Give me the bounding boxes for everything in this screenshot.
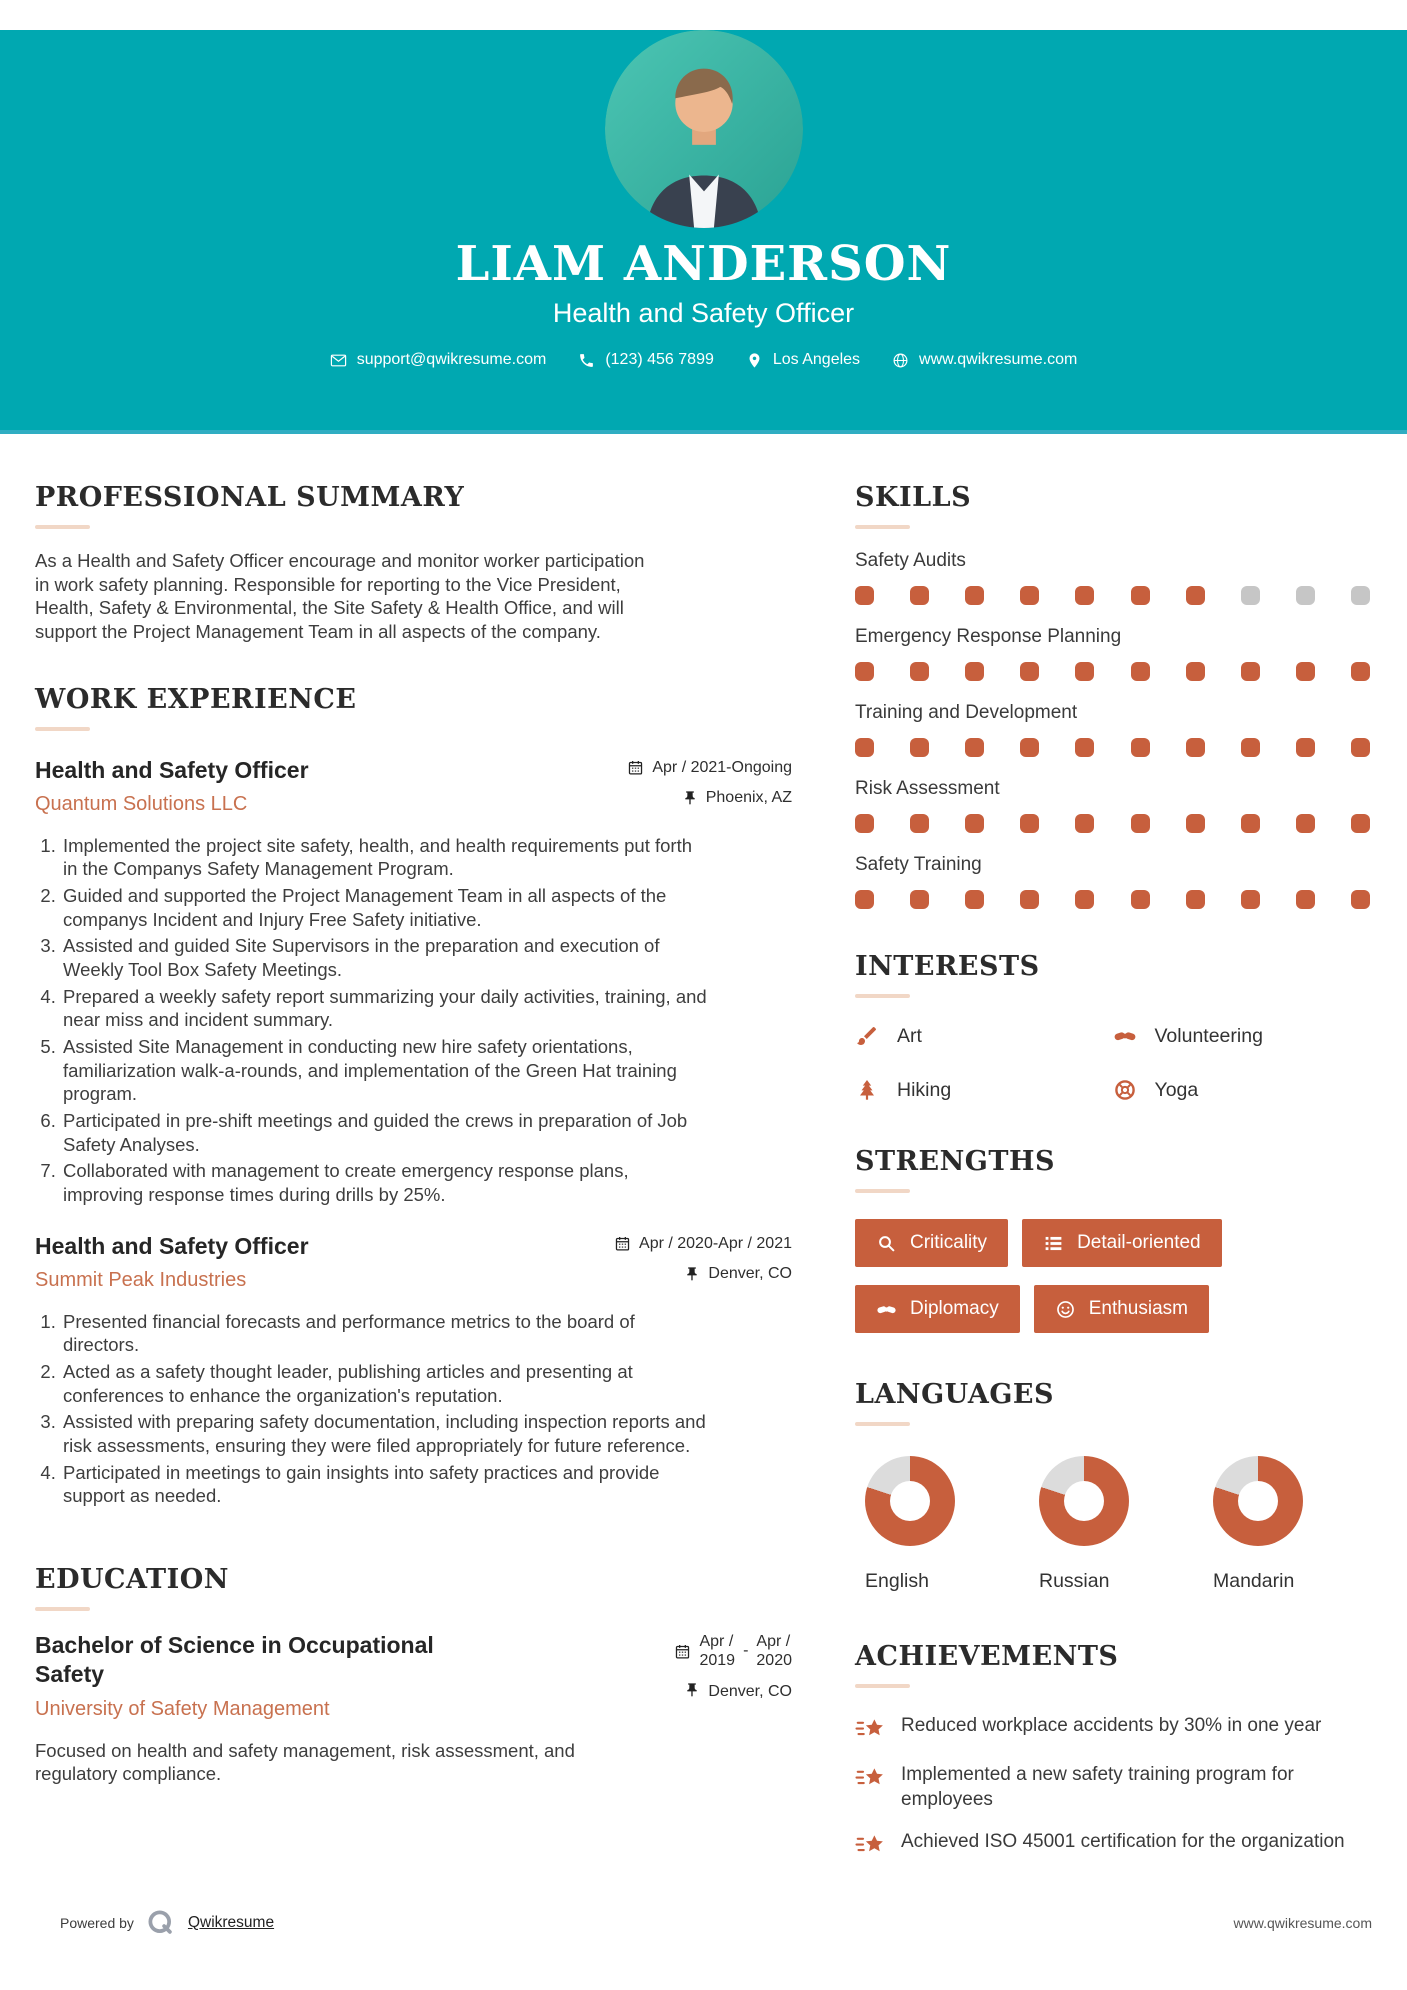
skill-dot xyxy=(1020,662,1039,681)
job-bullet: 2. Acted as a safety thought leader, publishing articles and presenting at conferences to enhance the organization's reputation. xyxy=(61,1360,709,1407)
skills-section xyxy=(855,482,1370,909)
language-donut-chart xyxy=(1213,1456,1303,1546)
skill-dot xyxy=(855,738,874,757)
language-item xyxy=(1039,1456,1129,1593)
language-label: Mandarin xyxy=(1213,1570,1295,1592)
company-name: Summit Peak Industries xyxy=(35,1268,247,1291)
skill-dot xyxy=(1241,662,1260,681)
skill-dot xyxy=(1020,814,1039,833)
envelope-icon xyxy=(330,352,347,369)
company-name: Quantum Solutions LLC xyxy=(35,792,248,815)
job-bullet: 6. Participated in pre-shift meetings and guided the crews in preparation of Job Safety Analyses. xyxy=(61,1109,709,1156)
education-end-date: Apr / 2020 xyxy=(756,1633,792,1669)
strengths-heading: STRENGTHS xyxy=(855,1146,1055,1177)
interests-grid xyxy=(855,1024,1370,1102)
skill-dot xyxy=(855,586,874,605)
contact-bar xyxy=(0,351,1407,369)
education-start-date: Apr / 2019 xyxy=(699,1633,736,1669)
contact-item-label: support@qwikresume.com xyxy=(356,351,547,368)
date-separator: - xyxy=(743,1642,749,1660)
list-icon xyxy=(1043,1233,1064,1254)
skill-dot xyxy=(1186,738,1205,757)
job-meta xyxy=(592,1233,792,1283)
profile-photo xyxy=(605,30,803,228)
strength-label: Diplomacy xyxy=(910,1298,999,1319)
shooting-star-icon xyxy=(855,1764,885,1794)
languages-heading: LANGUAGES xyxy=(855,1379,1054,1410)
location-pin-icon xyxy=(746,352,763,369)
magnifier-icon xyxy=(876,1233,897,1254)
powered-by-label: Powered by xyxy=(60,1915,134,1931)
strengths-buttons xyxy=(855,1219,1370,1333)
skill-dot xyxy=(1131,814,1150,833)
languages-section xyxy=(855,1379,1370,1593)
skill-dot xyxy=(1131,890,1150,909)
work-experience-section xyxy=(35,684,792,1508)
skill-dot xyxy=(1351,586,1370,605)
skill-dot xyxy=(1075,738,1094,757)
skill-dot xyxy=(1075,662,1094,681)
job-bullet: 4. Prepared a weekly safety report summarizing your daily activities, training, and near miss and incident summary. xyxy=(61,985,709,1032)
job-bullet: 7. Collaborated with management to create emergency response plans, improving response times during drills by 25%. xyxy=(61,1159,709,1206)
skill-rating xyxy=(855,586,1370,605)
profile-photo-illustration xyxy=(605,30,803,228)
education-entry xyxy=(35,1631,792,1721)
header-banner xyxy=(0,30,1407,434)
shooting-star-icon xyxy=(855,1831,885,1861)
job-header xyxy=(35,1233,792,1292)
strength-button[interactable] xyxy=(855,1219,1008,1267)
heading-underline xyxy=(855,994,910,998)
person-title: Health and Safety Officer xyxy=(552,298,855,328)
job-date: Apr / 2020-Apr / 2021 xyxy=(639,1234,792,1252)
skill-dot xyxy=(855,814,874,833)
skill-name: Emergency Response Planning xyxy=(855,626,1122,647)
right-column xyxy=(855,482,1370,1879)
skill-dot xyxy=(1351,890,1370,909)
skill-dot xyxy=(1186,890,1205,909)
job-location: Phoenix, AZ xyxy=(705,788,792,806)
contact-item[interactable] xyxy=(578,351,714,369)
smiley-icon xyxy=(1055,1299,1076,1320)
skill-rating xyxy=(855,662,1370,681)
skill-dot xyxy=(1131,586,1150,605)
skills-list xyxy=(855,550,1370,909)
skill-dot xyxy=(1186,586,1205,605)
language-label: English xyxy=(865,1570,929,1592)
job-titles xyxy=(35,1233,309,1292)
interest-label: Volunteering xyxy=(1154,1024,1263,1047)
skill-dot xyxy=(910,586,929,605)
contact-item-label: Los Angeles xyxy=(772,351,861,368)
skill-dot xyxy=(965,662,984,681)
skill-rating xyxy=(855,738,1370,757)
footer-branding xyxy=(60,1908,274,1938)
skill-dot xyxy=(1241,738,1260,757)
paintbrush-icon xyxy=(855,1024,879,1048)
achievements-list xyxy=(855,1714,1370,1861)
skill-dot xyxy=(1186,662,1205,681)
job-bullet: 3. Assisted with preparing safety documentation, including inspection reports and risk assessments, ensuring they were filed appropriately for future reference. xyxy=(61,1410,709,1457)
strengths-section xyxy=(855,1146,1370,1333)
job-entry xyxy=(35,757,792,1207)
languages-charts xyxy=(855,1456,1370,1593)
interests-section xyxy=(855,951,1370,1102)
skill-dot xyxy=(1296,890,1315,909)
strength-button[interactable] xyxy=(1034,1285,1209,1333)
skill-dot xyxy=(965,890,984,909)
skill-dot xyxy=(1020,738,1039,757)
contact-item-label: (123) 456 7899 xyxy=(605,351,714,368)
skill-dot xyxy=(1020,586,1039,605)
person-name: LIAM ANDERSON xyxy=(455,236,952,292)
education-heading: EDUCATION xyxy=(35,1564,229,1596)
job-location: Denver, CO xyxy=(708,1264,792,1282)
handshake-icon xyxy=(1113,1024,1137,1048)
heading-underline xyxy=(855,1684,910,1688)
pushpin-icon xyxy=(684,1682,700,1703)
achievement-item xyxy=(855,1714,1370,1745)
skill-dot xyxy=(965,586,984,605)
left-column xyxy=(35,482,792,1879)
skill-dot xyxy=(910,890,929,909)
skill-dot xyxy=(910,814,929,833)
work-heading: WORK EXPERIENCE xyxy=(35,683,357,715)
strength-button[interactable] xyxy=(1022,1219,1222,1267)
heading-underline xyxy=(855,1189,910,1193)
qwikresume-logo-icon xyxy=(146,1908,176,1938)
job-bullet: 4. Participated in meetings to gain insights into safety practices and provide support as needed. xyxy=(61,1461,709,1508)
strength-label: Detail-oriented xyxy=(1077,1232,1201,1253)
qwikresume-link[interactable]: Qwikresume xyxy=(187,1914,275,1931)
job-date-row xyxy=(592,1235,792,1253)
job-meta xyxy=(592,757,792,807)
interest-label: Yoga xyxy=(1154,1078,1199,1101)
language-item xyxy=(865,1456,955,1593)
globe-icon xyxy=(892,352,909,369)
skill-dot xyxy=(965,738,984,757)
contact-item-label: www.qwikresume.com xyxy=(919,351,1078,368)
skill-dot xyxy=(1075,586,1094,605)
interest-item xyxy=(855,1024,1113,1048)
education-dates xyxy=(699,1633,792,1670)
handshake-icon xyxy=(876,1299,897,1320)
skill-name: Risk Assessment xyxy=(855,778,1000,799)
education-section xyxy=(35,1564,792,1786)
job-bullet: 1. Presented financial forecasts and performance metrics to the board of directors. xyxy=(61,1310,709,1357)
interest-item xyxy=(1113,1024,1371,1048)
skill-dot xyxy=(1131,662,1150,681)
job-location-row xyxy=(592,789,792,807)
pushpin-icon xyxy=(682,790,698,806)
education-location: Denver, CO xyxy=(708,1683,792,1701)
education-date-range xyxy=(592,1633,792,1670)
skill-dot xyxy=(1241,814,1260,833)
job-date: Apr / 2021-Ongoing xyxy=(652,758,792,776)
summary-text: As a Health and Safety Officer encourage and monitor worker participation in work safety planning. Responsible for reporting to the Vice President, Health, Safety & Environmental, the Site Safety & Health Office, and will support the Project Management Team in all aspects of the company. xyxy=(35,550,645,643)
skill-dot xyxy=(965,814,984,833)
contact-item[interactable] xyxy=(892,351,1077,369)
footer-website-link[interactable]: www.qwikresume.com xyxy=(1233,1915,1372,1931)
skill-dot xyxy=(855,662,874,681)
heading-underline xyxy=(35,727,90,731)
education-titles xyxy=(35,1631,475,1721)
lifebuoy-icon xyxy=(1113,1078,1137,1102)
interests-heading: INTERESTS xyxy=(855,951,1040,982)
language-donut-chart xyxy=(1039,1456,1129,1546)
achievement-text: Achieved ISO 45001 certification for the organization xyxy=(901,1831,1345,1853)
skill-dot xyxy=(1351,738,1370,757)
education-meta xyxy=(592,1631,792,1703)
calendar-icon xyxy=(674,1643,691,1660)
contact-item[interactable] xyxy=(746,351,860,369)
skill-dot xyxy=(1351,814,1370,833)
pushpin-icon xyxy=(684,1682,700,1698)
skill-dot xyxy=(910,738,929,757)
calendar-icon xyxy=(627,759,644,776)
skill-dot xyxy=(1296,738,1315,757)
summary-section xyxy=(35,482,792,644)
skill-dot xyxy=(1131,738,1150,757)
interest-item xyxy=(855,1078,1113,1102)
achievement-item xyxy=(855,1830,1370,1861)
job-bullet-list xyxy=(35,1310,709,1508)
job-bullet: 1. Implemented the project site safety, health, and health requirements put forth in the Companys Safety Management Program. xyxy=(61,834,709,881)
heading-underline xyxy=(855,1422,910,1426)
job-date-row xyxy=(592,759,792,777)
education-location-row xyxy=(592,1682,792,1703)
job-header xyxy=(35,757,792,816)
job-titles xyxy=(35,757,309,816)
skill-dot xyxy=(1186,814,1205,833)
job-title: Health and Safety Officer xyxy=(35,756,309,783)
language-label: Russian xyxy=(1039,1570,1110,1592)
achievements-section xyxy=(855,1641,1370,1861)
skill-name: Safety Training xyxy=(855,854,982,875)
achievements-heading: ACHIEVEMENTS xyxy=(855,1641,1119,1672)
job-entry xyxy=(35,1233,792,1508)
job-bullet: 2. Guided and supported the Project Management Team in all aspects of the companys Incident and Injury Free Safety initiative. xyxy=(61,884,709,931)
achievement-item xyxy=(855,1763,1370,1812)
strength-button[interactable] xyxy=(855,1285,1020,1333)
achievement-text: Reduced workplace accidents by 30% in one year xyxy=(901,1715,1322,1736)
school-name: University of Safety Management xyxy=(35,1697,330,1720)
pine-tree-icon xyxy=(855,1078,879,1102)
job-list xyxy=(35,757,792,1508)
summary-heading: PROFESSIONAL SUMMARY xyxy=(35,482,465,513)
interest-label: Hiking xyxy=(897,1078,952,1101)
skill-dot xyxy=(1296,814,1315,833)
pushpin-icon xyxy=(684,1266,700,1282)
heading-underline xyxy=(855,525,910,529)
shooting-star-icon xyxy=(855,1715,885,1745)
skill-dot xyxy=(910,662,929,681)
language-donut-chart xyxy=(865,1456,955,1546)
job-bullet: 3. Assisted and guided Site Supervisors in the preparation and execution of Weekly Tool Box Safety Meetings. xyxy=(61,934,709,981)
language-item xyxy=(1213,1456,1303,1593)
skills-heading: SKILLS xyxy=(855,482,972,513)
contact-item[interactable] xyxy=(330,351,547,369)
skill-dot xyxy=(1075,814,1094,833)
education-description: Focused on health and safety management, risk assessment, and regulatory compliance. xyxy=(35,1739,575,1785)
skill-dot xyxy=(1075,890,1094,909)
job-title: Health and Safety Officer xyxy=(35,1232,309,1259)
skill-dot xyxy=(1241,890,1260,909)
phone-icon xyxy=(578,352,595,369)
degree-title: Bachelor of Science in Occupational Safety xyxy=(35,1632,434,1687)
interest-label: Art xyxy=(897,1024,922,1047)
calendar-icon xyxy=(614,1235,631,1252)
achievement-text: Implemented a new safety training program for employees xyxy=(901,1764,1294,1810)
job-bullet-list xyxy=(35,834,709,1207)
strength-label: Enthusiasm xyxy=(1088,1298,1188,1319)
skill-dot xyxy=(1020,890,1039,909)
skill-dot xyxy=(855,890,874,909)
job-bullet: 5. Assisted Site Management in conducting new hire safety orientations, familiarization walk-a-rounds, and implementation of the Green Hat training program. xyxy=(61,1035,709,1106)
skill-dot xyxy=(1241,586,1260,605)
heading-underline xyxy=(35,525,90,529)
skill-dot xyxy=(1296,662,1315,681)
heading-underline xyxy=(35,1607,90,1611)
skill-rating xyxy=(855,890,1370,909)
skill-name: Safety Audits xyxy=(855,550,966,571)
job-location-row xyxy=(592,1265,792,1283)
skill-dot xyxy=(1351,662,1370,681)
skill-rating xyxy=(855,814,1370,833)
skill-name: Training and Development xyxy=(855,702,1078,723)
content-columns xyxy=(0,482,1407,1879)
page-footer xyxy=(0,1908,1407,1938)
interest-item xyxy=(1113,1078,1371,1102)
skill-dot xyxy=(1296,586,1315,605)
strength-label: Criticality xyxy=(910,1232,988,1253)
